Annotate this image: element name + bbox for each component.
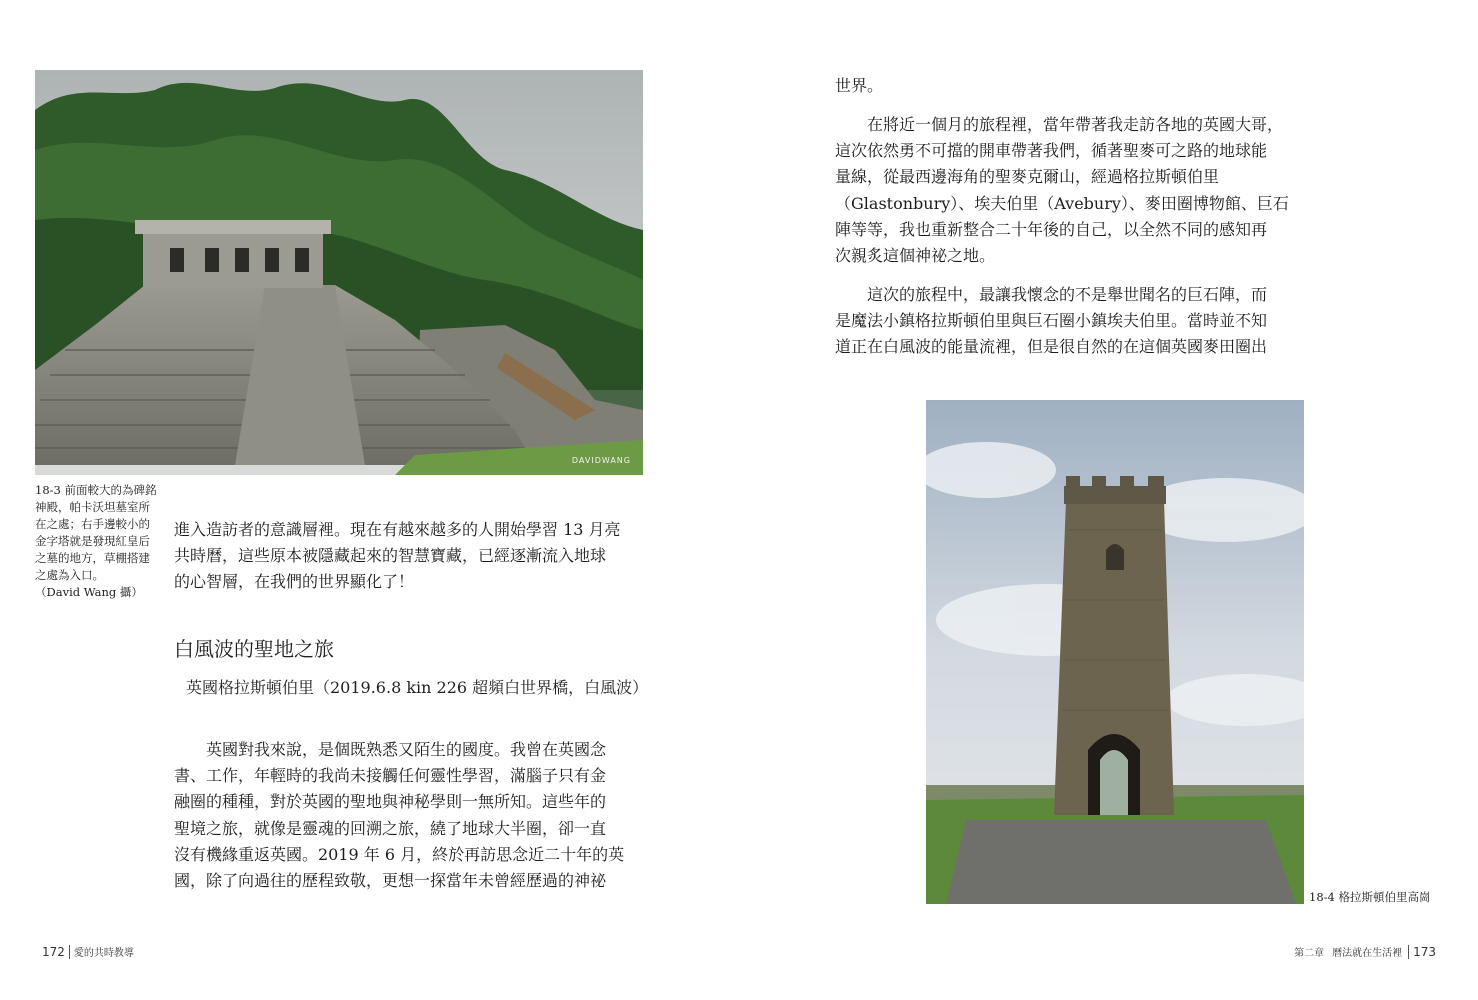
right-paragraph-1: 世界。 — [835, 76, 884, 95]
figure-caption-18-4: 18-4 格拉斯頓伯里高崗 — [1309, 890, 1431, 904]
figure-caption-18-3: 18-3 前面較大的為碑銘 神殿，帕卡沃坦墓室所 在之處；右手邊較小的 金字塔就是發現紅皇后 之墓的地方，草棚搭建 之處為入口。 （David Wang 攝） — [35, 483, 157, 599]
section-subtitle: 英國格拉斯頓伯里（2019.6.8 kin 226 超頻白世界橋，白風波） — [186, 678, 649, 697]
right-paragraph-2: 在將近一個月的旅程裡，當年帶著我走訪各地的英國大哥， 這次依然勇不可擋的開車帶著我們，循著聖麥可之路的地球能 量線，從最西邊海角的聖麥克爾山，經過格拉斯頓伯里 （Glastonbury）、埃夫伯里（Avebury）、麥田圈博物館、巨石 陣等等，我也重新整合二十年後的自己，以全然不同的感知再 次親炙這個神祕之地。 — [835, 115, 1289, 266]
footer-divider — [69, 945, 70, 959]
right-page-footer — [1294, 944, 1436, 959]
running-title-left: 愛的共時教導 — [73, 948, 134, 959]
page-number-right: 173 — [1413, 944, 1436, 959]
body-paragraph-left: 英國對我來說，是個既熟悉又陌生的國度。我曾在英國念 書、工作，年輕時的我尚未接觸任何靈性學習，滿腦子只有金 融圈的種種，對於英國的聖地與神秘學則一無所知。這些年的 聖境之旅，就像是靈魂的回溯之旅，繞了地球大半圈，卻一直 沒有機緣重返英國。2019 年 6 月，終於再訪思念近二十年的英 國，除了向過往的歷程致敬，更想一探當年未曾經歷過的神祕 — [174, 740, 625, 891]
footer-divider-right — [1408, 945, 1409, 959]
right-paragraph-3: 這次的旅程中，最讓我懷念的不是舉世聞名的巨石陣，而 是魔法小鎮格拉斯頓伯里與巨石圈小鎮埃夫伯里。當時並不知 道正在白風波的能量流裡，但是很自然的在這個英國麥田圈出 — [835, 285, 1268, 357]
section-title: 白風波的聖地之旅 — [174, 637, 334, 661]
pyramid-photo — [35, 70, 643, 475]
running-title-right: 曆法就在生活裡 — [1332, 948, 1403, 959]
photo-watermark: DAVIDWANG — [571, 456, 631, 465]
intro-paragraph: 進入造訪者的意識層裡。現在有越來越多的人開始學習 13 月亮 共時曆，這些原本被隱藏起來的智慧寶藏，已經逐漸流入地球 的心智層，在我們的世界顯化了！ — [174, 520, 621, 592]
left-page-footer — [42, 944, 134, 959]
chapter-label: 第二章 — [1294, 948, 1325, 959]
page-number-left: 172 — [42, 944, 65, 959]
tower-photo — [926, 400, 1304, 904]
